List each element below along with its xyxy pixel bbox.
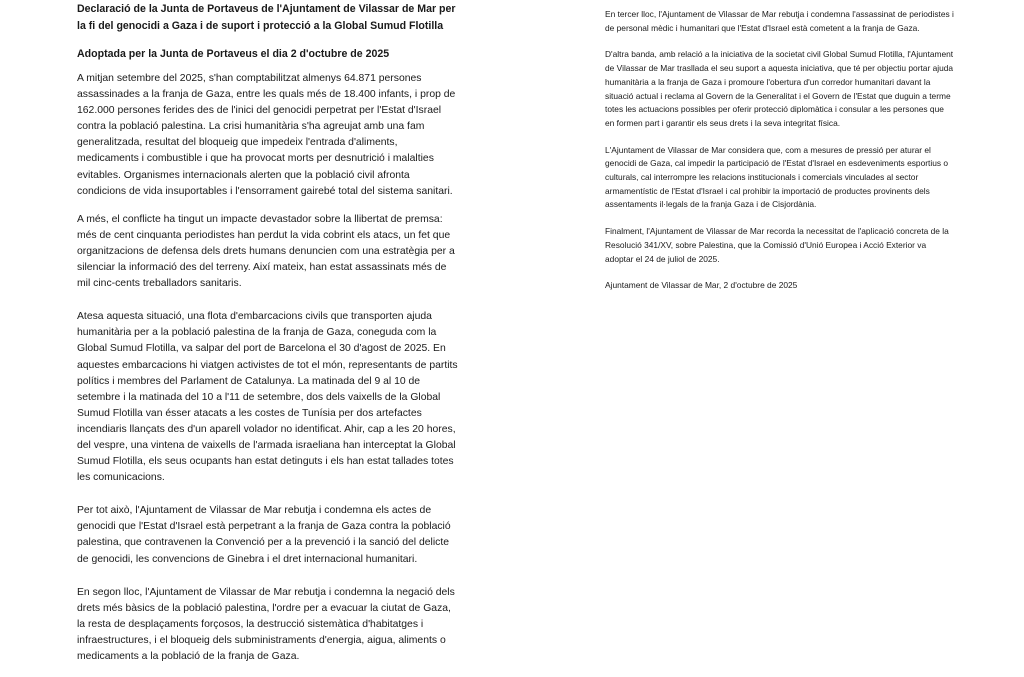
paragraph-flotilla: Atesa aquesta situació, una flota d'embarcacions civils que transporten ajuda humanitària per a la població palestina de la franja de Gaza, coneguda com la Global Sumud Flotilla, va salpar del port de Barcelona el 30 d'agost de 2025. En aquestes embarcacions hi viatgen activistes de tot el món, representants de partits polítics i membres del Parlament de Catalunya. La matinada del 9 al 10 de setembre i la matinada del 10 a l'11 de setembre, dos dels vaixells de la Global Sumud Flotilla van ésser atacats a les costes de Tunísia per dos artefactes incendiaris llançats des d'un aparell volador no identificat. Ahir, cap a les 20 hores, del vespre, una vintena de vaixells de l'armada israeliana han interceptat la Global Sumud Flotilla, els seus ocupants han estat detinguts i els han estat tallades totes les comunicacions. — [77, 311, 458, 484]
paragraph-pressure-measures: L'Ajuntament de Vilassar de Mar considera que, com a mesures de pressió per aturar el genocidi de Gaza, cal impedir la participació de l'Estat d'Israel en esdeveniments esportius o culturals, cal interrompre les relacions institucionals i comercials vinculades al sector armamentístic de l'Estat d'Israel i cal prohibir la importació de productes provinents dels assentaments il·legals de la franja Gaza i de Cisjordània. — [605, 144, 949, 210]
signature-line: Ajuntament de Vilassar de Mar, 2 d'octubre de 2025 — [605, 280, 798, 291]
paragraph-press-freedom: A més, el conflicte ha tingut un impacte devastador sobre la llibertat de premsa: més de cent cinquanta periodistes han perdut la vida cobrint els atacs, un fet que organitzacions de defensa dels drets humans denuncien com una estratègia per a silenciar la informació des del terreny. Així mateix, han estat assassinats més de mil cinc-cents treballadors sanitaris. — [77, 213, 455, 290]
left-column — [77, 0, 461, 677]
paragraph-flotilla-support: D'altra banda, amb relació a la iniciativa de la societat civil Global Sumud Flotilla, l'Ajuntament de Vilassar de Mar trasllada el seu suport a aquesta iniciativa, que té per objectiu portar ajuda humanitària a la franja de Gaza i promoure l'obertura d'un corredor humanitari davant la situació actual i reclama al Govern de la Generalitat i el Govern de l'Estat que duguin a terme totes les actuacions possibles per oferir protecció diplomàtica i consular a les persones que en formen part i garantir els seus drets i la seva integritat física. — [605, 49, 954, 128]
paragraph-resolution: Finalment, l'Ajuntament de Vilassar de Mar recorda la necessitat de l'aplicació concreta de la Resolució 341/XV, sobre Palestina, que la Comissió d'Unió Europea i Acció Exterior va adoptar el 24 de juliol de 2025. — [605, 226, 949, 264]
paragraph-casualties: A mitjan setembre del 2025, s'han comptabilitzat almenys 64.871 persones assassinades a la franja de Gaza, entre les quals més de 18.400 infants, i prop de 162.000 persones ferides des de l'inici del genocidi perpetrat per l'Estat d'Israel contra la població palestina. La crisi humanitària s'ha agreujat amb una fam generalitzada, resultat del bloqueig que impedeix l'entrada d'aliments, medicaments i combustible i que ha provocat morts per desnutrició i malalties evitables. Organismes internacionals alerten que la població civil afronta condicions de vida insuportables i l'ensorrament gairebé total del sistema sanitari. — [77, 73, 456, 197]
paragraph-condemnation-rights: En segon lloc, l'Ajuntament de Vilassar de Mar rebutja i condemna la negació dels drets més bàsics de la població palestina, l'ordre per a evacuar la ciutat de Gaza, la resta de desplaçaments forçosos, la destrucció sistemàtica d'habitatges i infraestructures, i el bloqueig dels subministraments d'energia, aigua, aliments o medicaments a la població de la franja de Gaza. — [77, 586, 455, 662]
right-column — [605, 8, 955, 306]
adoption-statement: Adoptada per la Junta de Portaveus el dia 2 d'octubre de 2025 — [77, 48, 390, 60]
paragraph-condemnation-genocide: Per tot això, l'Ajuntament de Vilassar de Mar rebutja i condemna els actes de genocidi que l'Estat d'Israel està perpetrant a la franja de Gaza contra la població palestina, que contravenen la Convenció per a la prevenció i la sanció del delicte de genocidi, les convencions de Ginebra i el dret internacional humanitari. — [77, 505, 451, 565]
paragraph-condemnation-journalists: En tercer lloc, l'Ajuntament de Vilassar de Mar rebutja i condemna l'assassinat de periodistes i de personal mèdic i humanitari que l'Estat d'Israel està cometent a la franja de Gaza. — [605, 9, 954, 33]
document-title: Declaració de la Junta de Portaveus de l'Ajuntament de Vilassar de Mar per la fi del genocidi a Gaza i de suport i protecció a la Global Sumud Flotilla — [77, 3, 456, 32]
